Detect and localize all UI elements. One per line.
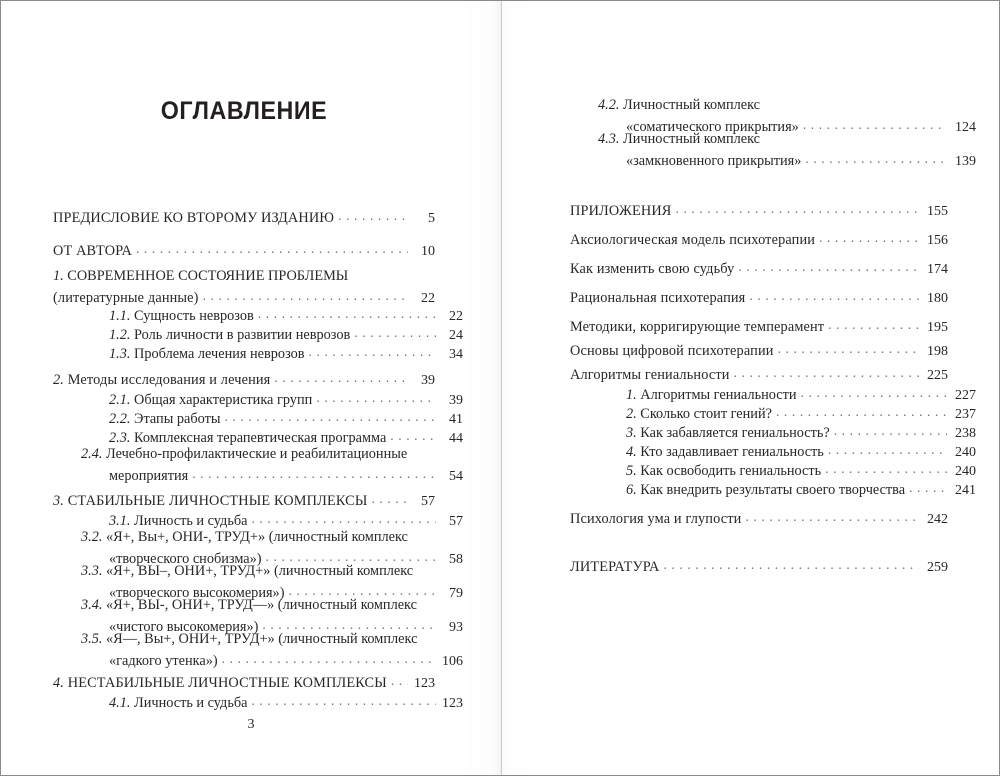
toc-entry[interactable] (598, 461, 976, 479)
toc-dot-leader (391, 673, 408, 687)
toc-entry-label: ПРИЛОЖЕНИЯ (570, 203, 672, 220)
toc-entry-page-number: 227 (955, 388, 976, 404)
toc-entry[interactable] (598, 480, 976, 498)
toc-dot-leader (258, 306, 436, 320)
toc-entry[interactable] (81, 428, 463, 446)
toc-entry-page-number: 39 (449, 393, 463, 409)
toc-entry-page-number: 241 (955, 483, 976, 499)
toc-entry-page-number: 195 (927, 320, 948, 336)
toc-entry[interactable] (53, 241, 435, 259)
toc-entry-page-number: 57 (421, 494, 435, 510)
toc-entry-label: Психология ума и глупости (570, 511, 742, 528)
toc-entry-label: 3.5. «Я—, Вы+, ОНИ+, ТРУД+» (личностный комплекс (81, 631, 418, 647)
toc-entry[interactable] (53, 673, 435, 691)
toc-entry-page-number: 225 (927, 368, 948, 384)
toc-dot-leader (309, 344, 436, 358)
toc-entry-page-number: 237 (955, 407, 976, 423)
toc-entry-label: 2.2. Этапы работы (109, 411, 221, 428)
toc-dot-leader (251, 511, 436, 525)
toc-dot-leader (825, 461, 947, 475)
toc-entry-label: Аксиологическая модель психотерапии (570, 232, 816, 249)
toc-entry-label: 2.3. Комплексная терапевтическая программа (109, 430, 387, 447)
toc-entry-page-number: 41 (449, 412, 463, 428)
toc-entry[interactable] (81, 325, 463, 343)
toc-entry-page-number: 39 (421, 373, 435, 389)
toc-entry-label: 4. Кто задавливает гениальность (626, 444, 824, 461)
toc-entry-label: 4.2. Личностный комплекс (598, 97, 761, 113)
toc-entry-page-number: 124 (955, 120, 976, 136)
toc-dot-leader (316, 390, 436, 404)
toc-dot-leader (749, 288, 919, 302)
toc-entry-label: «творческого снобизма») (109, 551, 262, 568)
toc-dot-leader (776, 404, 947, 418)
toc-entry-label: 1.2. Роль личности в развитии неврозов (109, 327, 351, 344)
toc-entry[interactable] (570, 288, 948, 306)
toc-dot-leader (745, 509, 919, 523)
toc-entry-label: 1. Алгоритмы гениальности (626, 387, 797, 404)
toc-dot-leader (738, 259, 919, 273)
toc-entry-page-number: 34 (449, 347, 463, 363)
toc-entry[interactable] (81, 466, 463, 484)
toc-dot-leader (828, 317, 919, 331)
toc-entry-page-number: 139 (955, 154, 976, 170)
toc-entry-label: Основы цифровой психотерапии (570, 343, 774, 360)
toc-dot-leader (909, 480, 947, 494)
toc-entry-page-number: 44 (449, 431, 463, 447)
toc-dot-leader (192, 466, 436, 480)
toc-entry[interactable] (53, 208, 435, 226)
toc-entry-label: 3.2. «Я+, Вы+, ОНИ-, ТРУД+» (личностный комплекс (81, 529, 408, 545)
toc-entry[interactable] (570, 509, 948, 527)
toc-entry[interactable] (53, 370, 435, 388)
toc-dot-leader (262, 617, 436, 631)
toc-entry-page-number: 198 (927, 344, 948, 360)
toc-entry-label: 4.3. Личностный комплекс (598, 131, 761, 147)
toc-entry[interactable] (81, 409, 463, 427)
toc-dot-leader (778, 341, 919, 355)
toc-entry[interactable] (570, 259, 948, 277)
toc-entry-page-number: 174 (927, 262, 948, 278)
toc-entry[interactable] (570, 201, 948, 219)
toc-dot-leader (136, 241, 408, 255)
toc-entry-page-number: 57 (449, 514, 463, 530)
toc-entry[interactable] (598, 442, 976, 460)
toc-entry[interactable] (598, 151, 976, 169)
toc-entry[interactable] (570, 317, 948, 335)
toc-dot-leader (734, 365, 919, 379)
toc-entry-label: Методики, корригирующие темперамент (570, 319, 825, 336)
toc-entry[interactable] (81, 390, 463, 408)
toc-entry[interactable] (570, 341, 948, 359)
toc-entry-label: 4. НЕСТАБИЛЬНЫЕ ЛИЧНОСТНЫЕ КОМПЛЕКСЫ (53, 675, 387, 692)
toc-entry-page-number: 180 (927, 291, 948, 307)
toc-entry-label: 3.4. «Я+, ВЫ-, ОНИ+, ТРУД—» (личностный комплекс (81, 597, 417, 613)
toc-entry[interactable] (53, 288, 435, 306)
toc-entry[interactable] (81, 651, 463, 669)
toc-dot-leader (819, 230, 919, 244)
toc-entry-label: 1.3. Проблема лечения неврозов (109, 346, 305, 363)
toc-entry-label: (литературные данные) (53, 290, 199, 307)
toc-entry-page-number: 22 (421, 291, 435, 307)
toc-dot-leader (803, 117, 947, 131)
toc-entry-page-number: 22 (449, 309, 463, 325)
toc-entry-label: 3.3. «Я+, ВЫ–, ОНИ+, ТРУД+» (личностный комплекс (81, 563, 414, 579)
left-page (1, 1, 501, 775)
toc-dot-leader (390, 428, 436, 442)
toc-entry-page-number: 54 (449, 469, 463, 485)
toc-entry-label: 1. СОВРЕМЕННОЕ СОСТОЯНИЕ ПРОБЛЕМЫ (53, 268, 349, 284)
toc-dot-leader (288, 583, 436, 597)
toc-dot-leader (663, 557, 919, 571)
toc-entry-page-number: 123 (414, 676, 435, 692)
toc-entry-label: 5. Как освободить гениальность (626, 463, 822, 480)
toc-entry-page-number: 5 (428, 211, 435, 227)
toc-entry-page-number: 240 (955, 445, 976, 461)
toc-entry-page-number: 242 (927, 512, 948, 528)
toc-entry-page-number: 24 (449, 328, 463, 344)
toc-dot-leader (676, 201, 920, 215)
toc-entry[interactable] (598, 423, 976, 441)
toc-entry-label: «замкновенного прикрытия» (626, 153, 802, 170)
toc-dot-leader (834, 423, 947, 437)
page-number-folio: 3 (247, 717, 255, 732)
toc-entry-label: Алгоритмы гениальности (570, 367, 730, 384)
toc-entry[interactable] (570, 557, 948, 575)
toc-entry-label: 3.1. Личность и судьба (109, 513, 248, 530)
toc-entry-label: «творческого высокомерия») (109, 585, 285, 602)
toc-entry-label: 2.4. Лечебно-профилактические и реабилитационные (81, 446, 408, 462)
page-title: ОГЛАВЛЕНИЕ (160, 97, 328, 125)
toc-entry[interactable] (53, 491, 435, 509)
toc-entry[interactable] (81, 511, 463, 529)
toc-entry-label: 2. Сколько стоит гений? (626, 406, 772, 423)
toc-dot-leader (338, 208, 408, 222)
toc-dot-leader (354, 325, 436, 339)
toc-entry-label: 1.1. Сущность неврозов (109, 308, 254, 325)
toc-entry-page-number: 93 (449, 620, 463, 636)
toc-entry-label: 3. Как забавляется гениальность? (626, 425, 830, 442)
toc-dot-leader (222, 651, 436, 665)
toc-dot-leader (274, 370, 408, 384)
toc-entry-page-number: 155 (927, 204, 948, 220)
toc-dot-leader (203, 288, 408, 302)
toc-entry-page-number: 123 (442, 696, 463, 712)
toc-entry-label: 6. Как внедрить результаты своего творчества (626, 482, 906, 499)
toc-entry[interactable] (81, 693, 463, 711)
toc-entry[interactable] (598, 404, 976, 422)
toc-entry-page-number: 238 (955, 426, 976, 442)
toc-dot-leader (801, 385, 947, 399)
toc-entry[interactable] (81, 306, 463, 324)
toc-entry-page-number: 79 (449, 586, 463, 602)
toc-entry-label: «гадкого утенка») (109, 653, 218, 670)
toc-entry-label: Рациональная психотерапия (570, 290, 746, 307)
right-page (501, 1, 999, 775)
toc-dot-leader (805, 151, 947, 165)
toc-entry-page-number: 106 (442, 654, 463, 670)
toc-entry-page-number: 58 (449, 552, 463, 568)
toc-entry-label: ЛИТЕРАТУРА (570, 559, 660, 576)
toc-entry-label: ПРЕДИСЛОВИЕ КО ВТОРОМУ ИЗДАНИЮ (53, 210, 335, 227)
toc-dot-leader (251, 693, 436, 707)
toc-dot-leader (224, 409, 436, 423)
toc-entry-label: мероприятия (109, 468, 189, 485)
toc-entry[interactable] (570, 365, 948, 383)
toc-entry-label: 4.1. Личность и судьба (109, 695, 248, 712)
toc-entry-page-number: 156 (927, 233, 948, 249)
toc-dot-leader (266, 549, 436, 563)
toc-entry[interactable] (598, 385, 976, 403)
toc-entry-page-number: 10 (421, 244, 435, 260)
toc-entry-label: «соматического прикрытия» (626, 119, 799, 136)
toc-dot-leader (828, 442, 947, 456)
toc-entry[interactable] (570, 230, 948, 248)
toc-entry[interactable] (81, 344, 463, 362)
toc-entry-page-number: 259 (927, 560, 948, 576)
toc-entry-label: ОТ АВТОРА (53, 243, 132, 260)
toc-entry-label: Как изменить свою судьбу (570, 261, 735, 278)
toc-entry-label: «чистого высокомерия») (109, 619, 259, 636)
toc-entry-label: 2. Методы исследования и лечения (53, 372, 271, 389)
toc-entry-label: 3. СТАБИЛЬНЫЕ ЛИЧНОСТНЫЕ КОМПЛЕКСЫ (53, 493, 368, 510)
toc-dot-leader (371, 491, 408, 505)
toc-entry-label: 2.1. Общая характеристика групп (109, 392, 313, 409)
toc-entry-page-number: 240 (955, 464, 976, 480)
